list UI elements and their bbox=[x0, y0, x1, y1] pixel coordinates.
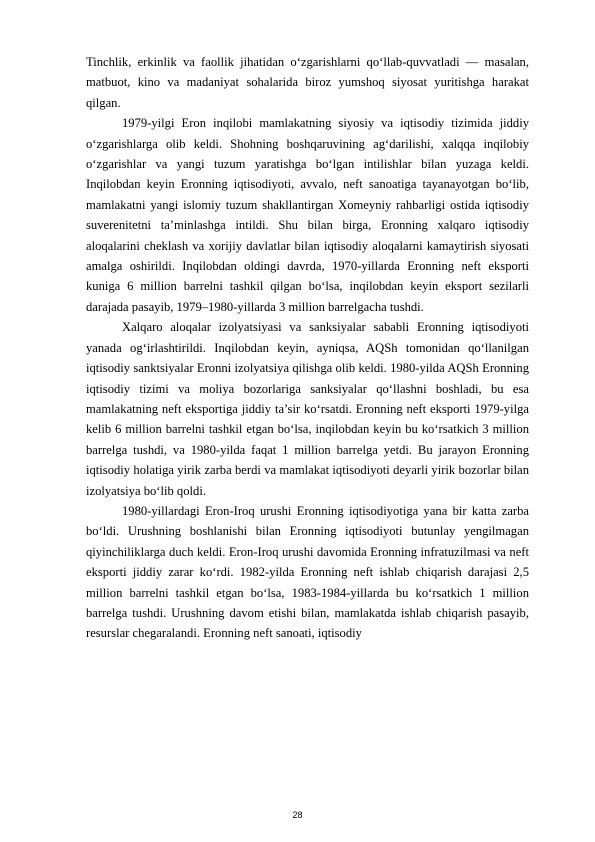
paragraph: 1980-yillardagi Eron-Iroq urushi Eronning iqtisodiyotiga yana bir katta zarba bo‘ldi. Urushning boshlanishi bilan Eronning iqtisodiyoti butunlay yengilmagan qiyinchiliklarga duch keldi. Eron-Iroq urushi davomida Eronning infratuzilmasi va neft eksporti jiddiy zarar ko‘rdi. 1982-yilda Eronning neft ishlab chiqarish darajasi 2,5 million barrelni tashkil etgan bo‘lsa, 1983-1984-yillarda bu ko‘rsatkich 1 million barrelga tushdi. Urushning davom etishi bilan, mamlakatda ishlab chiqarish pasayib, resurslar chegaralandi. Eronning neft sanoati, iqtisodiy bbox=[86, 503, 529, 641]
paragraph: 1979-yilgi Eron inqilobi mamlakatning siyosiy va iqtisodiy tizimida jiddiy o‘zgarishlarga olib keldi. Shohning boshqaruvining ag‘darilishi, xalqqa inqilobiy o‘zgarishlar va yangi tuzum yaratishga bo‘lgan intilishlar bilan yuzaga keldi. Inqilobdan keyin Eronning iqtisodiyoti, avvalo, neft sanoatiga tayanayotgan bo‘lib, mamlakatni yangi islomiy tuzum shakllantirgan Xomeyniy rahbarligi ostida iqtisodiy suverenitetni ta’minlashga intildi. Shu bilan birga, Eronning xalqaro iqtisodiy aloqalarini cheklash va xorijiy davlatlar bilan iqtisodiy aloqalarni kamaytirish siyosati amalga oshirildi. Inqilobdan oldingi davrda, 1970-yillarda Eronning neft eksporti kuniga 6 million barrelni tashkil qilgan bo‘lsa, inqilobdan keyin eksport sezilarli darajada pasayib, 1979–1980-yillarda 3 million barrelgacha tushdi. bbox=[86, 116, 529, 314]
paragraph: Tinchlik, erkinlik va faollik jihatidan o‘zgarishlarni qo‘llab-quvvatladi — masalan, matbuot, kino va madaniyat sohalarida biroz yumshoq siyosat yuritishga harakat qilgan. bbox=[86, 55, 529, 110]
paragraph: Xalqaro aloqalar izolyatsiyasi va sanksiyalar sababli Eronning iqtisodiyoti yanada og‘irlashtirildi. Inqilobdan keyin, ayniqsa, AQSh tomonidan qo‘llanilgan iqtisodiy sanktsiyalar Eronni izolyatsiya qilishga olib keldi. 1980-yilda AQSh Eronning iqtisodiy tizimi va moliya bozorlariga sanksiyalar qo‘llashni boshladi, bu esa mamlakatning neft eksportiga jiddiy ta’sir ko‘rsatdi. Eronning neft eksporti 1979-yilga kelib 6 million barrelni tashkil etgan bo‘lsa, inqilobdan keyin bu ko‘rsatkich 3 million barrelga tushdi, va 1980-yilda faqat 1 million barrelga yetdi. Bu jarayon Eronning iqtisodiy holatiga yirik zarba berdi va mamlakat iqtisodiyoti deyarli yirik bozorlar bilan izolyatsiya bo‘lib qoldi. bbox=[86, 320, 529, 498]
page-number: 28 bbox=[292, 810, 303, 820]
document-body bbox=[86, 52, 529, 644]
